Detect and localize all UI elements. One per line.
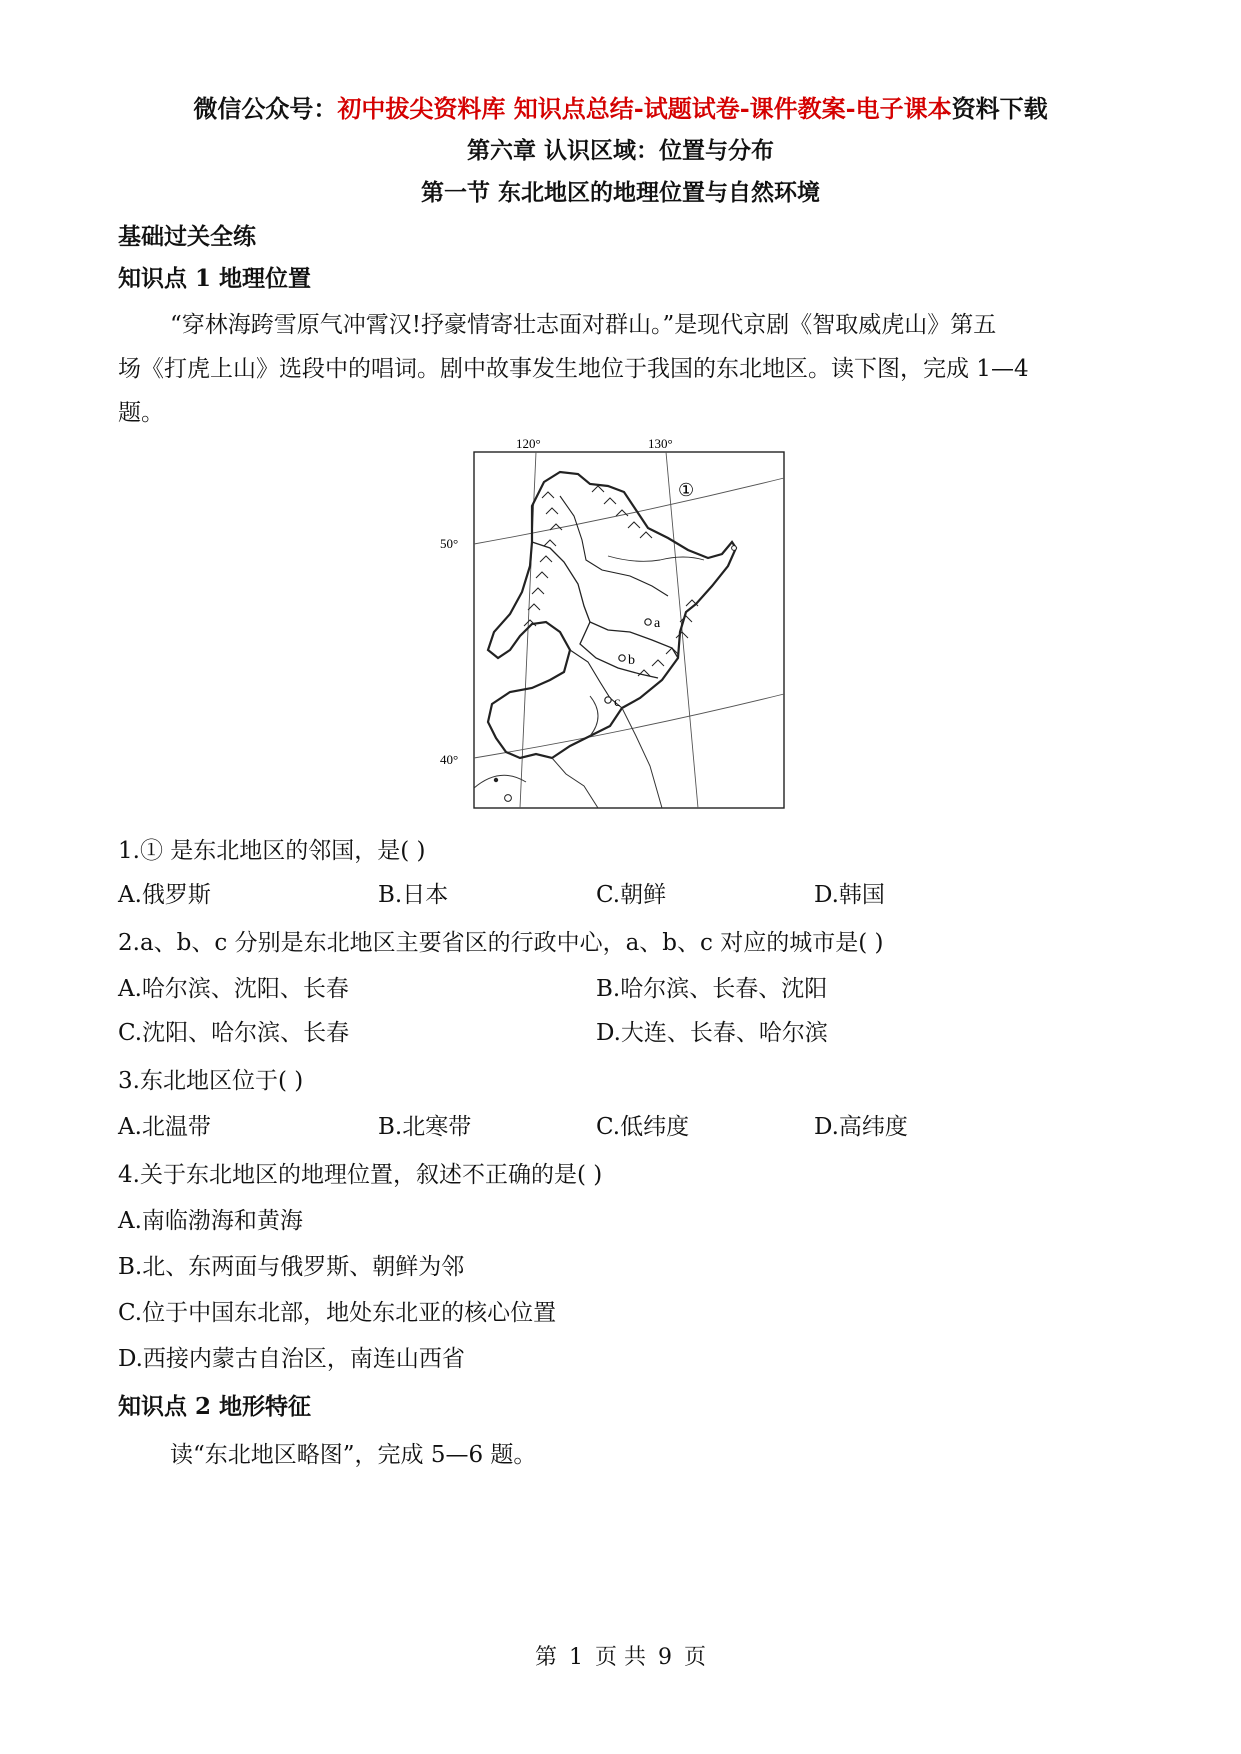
page-footer [0,1640,1241,1671]
city-label-b: b [628,653,635,668]
city-marker-a [645,619,651,625]
intro-line-1: “穿林海跨雪原气冲霄汉!抒豪情寄壮志面对群山。”是现代京剧《智取威虎山》第五 [170,312,997,338]
knowledge2-title: 知识点 2 地形特征 [118,1393,312,1420]
question-3-option-c: C.低纬度 [596,1114,690,1140]
practice-title: 基础过关全练 [118,223,256,250]
coast-bohai [552,758,598,808]
city-label-a: a [654,616,661,631]
question-1-option-a: A.俄罗斯 [118,882,211,908]
header-suffix: 资料下载 [951,94,1048,123]
lon-label-120: 120° [516,436,541,451]
lon-label-130: 130° [648,436,673,451]
map-frame [474,452,784,808]
question-3-stem: 3.东北地区位于( ) [118,1068,304,1094]
lat-label-50: 50° [440,536,459,551]
region-boundary [488,472,736,758]
question-4-stem: 4.关于东北地区的地理位置，叙述不正确的是( ) [118,1162,603,1188]
meridian-130 [666,452,698,808]
lat-label-40: 40° [440,752,459,767]
question-2-option-c: C.沈阳、哈尔滨、长春 [118,1020,350,1046]
city-marker-east [732,546,737,551]
parallel-50 [474,478,784,544]
city-label-c: c [614,695,621,710]
city-marker-c [605,697,611,703]
question-4-option-d: D.西接内蒙古自治区，南连山西省 [118,1346,465,1372]
header-prefix: 微信公众号： [193,94,338,123]
question-2-option-a: A.哈尔滨、沈阳、长春 [118,976,349,1002]
question-2-option-b: B.哈尔滨、长春、沈阳 [596,976,828,1002]
question-1-option-d: D.韩国 [814,882,885,908]
knowledge1-title: 知识点 1 地理位置 [118,265,312,292]
mountain-range-xiao-xinganling [592,486,652,538]
question-2-stem: 2.a、b、c 分别是东北地区主要省区的行政中心，a、b、c 对应的城市是( ) [118,930,884,956]
city-marker-beijing [494,778,498,782]
section-title: 第一节 东北地区的地理位置与自然环境 [420,179,820,206]
intro-line-2: 场《打虎上山》选段中的唱词。剧中故事发生地位于我国的东北地区。读下图，完成 1—4 [118,356,1029,382]
footer-page-total: 9 [658,1645,672,1670]
city-marker-b [619,655,625,661]
river-songhua [608,556,704,561]
question-2-option-d: D.大连、长春、哈尔滨 [596,1020,828,1046]
header-banner [0,94,1241,124]
footer-page-end: 页 [684,1645,707,1670]
knowledge2-intro: 读“东北地区略图”，完成 5—6 题。 [170,1442,537,1468]
question-1-stem: 1.① 是东北地区的邻国，是( ) [118,838,426,864]
northeast-map [440,436,800,818]
question-4-option-b: B.北、东两面与俄罗斯、朝鲜为邻 [118,1254,465,1280]
question-3-option-a: A.北温带 [118,1114,211,1140]
question-3-option-b: B.北寒带 [378,1114,472,1140]
river-liao [590,696,598,736]
question-3-option-d: D.高纬度 [814,1114,908,1140]
marker-label-1: ① [678,480,695,501]
city-marker-tianjin [505,795,512,802]
border-heilongjiang-inner [532,542,678,658]
intro-line-3: 题。 [118,400,164,426]
question-4-option-a: A.南临渤海和黄海 [118,1208,303,1234]
footer-page-label: 第 [534,1645,557,1670]
footer-page-number: 1 [569,1645,583,1670]
question-4-option-c: C.位于中国东北部，地处东北亚的核心位置 [118,1300,557,1326]
coast-west [474,775,526,788]
question-1-option-b: B.日本 [378,882,449,908]
footer-page-mid: 页 共 [595,1645,646,1670]
question-1-option-c: C.朝鲜 [596,882,667,908]
chapter-title: 第六章 认识区域：位置与分布 [466,137,774,164]
header-red-text: 初中拔尖资料库 知识点总结-试题试卷-课件教案-电子课本 [337,94,952,123]
northeast-map-figure [440,436,800,818]
